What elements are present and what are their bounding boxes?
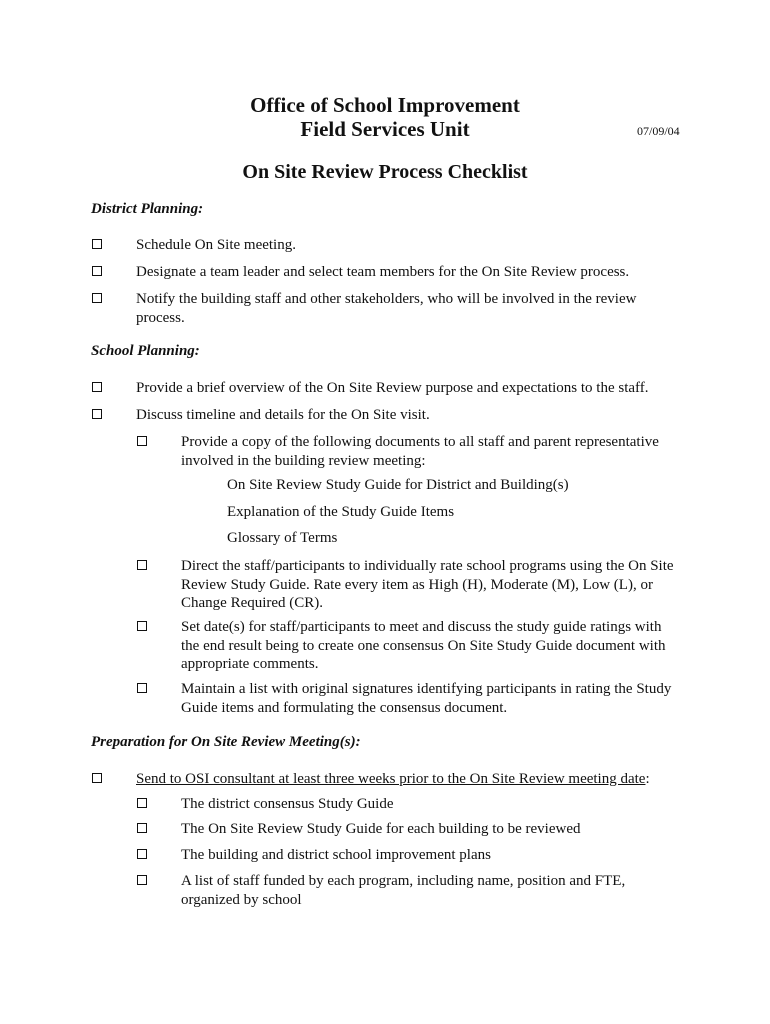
checkbox-icon[interactable]	[92, 266, 102, 276]
checkbox-icon[interactable]	[137, 849, 147, 859]
document-list-item: Glossary of Terms	[227, 530, 338, 546]
document-date: 07/09/04	[637, 124, 680, 138]
checkbox-icon[interactable]	[137, 436, 147, 446]
section-heading-school: School Planning:	[91, 343, 200, 359]
checkbox-icon[interactable]	[92, 409, 102, 419]
item-text: Provide a brief overview of the On Site Review purpose and expectations to the staff.	[136, 380, 649, 396]
item-text: A list of staff funded by each program, including name, position and FTE, organized by school	[181, 873, 626, 908]
item-text: Maintain a list with original signatures identifying participants in rating the Study Guide items and formulating the consensus document.	[181, 681, 672, 716]
item-text: Provide a copy of the following documents to all staff and parent representative involved in the building review meeting:	[181, 434, 659, 469]
section-heading-district: District Planning:	[91, 201, 204, 217]
item-text: Notify the building staff and other stakeholders, who will be involved in the review process.	[136, 291, 637, 326]
checkbox-icon[interactable]	[137, 560, 147, 570]
page-title: On Site Review Process Checklist	[242, 161, 528, 183]
item-text-suffix: :	[645, 771, 650, 787]
item-text: The On Site Review Study Guide for each building to be reviewed	[181, 821, 581, 837]
item-text: Direct the staff/participants to individually rate school programs using the On Site Review Study Guide. Rate every item as High (H), Moderate (M), Low (L), or Change Required (CR).	[181, 558, 674, 611]
item-text: Designate a team leader and select team members for the On Site Review process.	[136, 264, 630, 280]
item-text: The building and district school improvement plans	[181, 847, 491, 863]
checkbox-icon[interactable]	[92, 293, 102, 303]
document-list-item: Explanation of the Study Guide Items	[227, 504, 455, 520]
checkbox-icon[interactable]	[92, 773, 102, 783]
item-text: The district consensus Study Guide	[181, 796, 394, 812]
checkbox-icon[interactable]	[92, 239, 102, 249]
checkbox-icon[interactable]	[137, 621, 147, 631]
item-text: Schedule On Site meeting.	[136, 237, 296, 253]
item-text	[136, 770, 682, 789]
underlined-text: Send to OSI consultant at least three weeks prior to the On Site Review meeting date	[136, 771, 646, 787]
item-text: Discuss timeline and details for the On Site visit.	[136, 407, 430, 423]
checkbox-icon[interactable]	[137, 798, 147, 808]
checkbox-icon[interactable]	[137, 875, 147, 885]
document-list-item: On Site Review Study Guide for District and Building(s)	[227, 477, 569, 493]
checkbox-icon[interactable]	[137, 683, 147, 693]
unit-name: Field Services Unit	[300, 117, 470, 141]
item-text: Set date(s) for staff/participants to meet and discuss the study guide ratings with the end result being to create one consensus On Site Study Guide document with appropriate comments.	[181, 619, 666, 672]
office-name: Office of School Improvement	[250, 93, 520, 117]
checkbox-icon[interactable]	[137, 823, 147, 833]
section-heading-preparation: Preparation for On Site Review Meeting(s):	[91, 734, 361, 750]
checkbox-icon[interactable]	[92, 382, 102, 392]
